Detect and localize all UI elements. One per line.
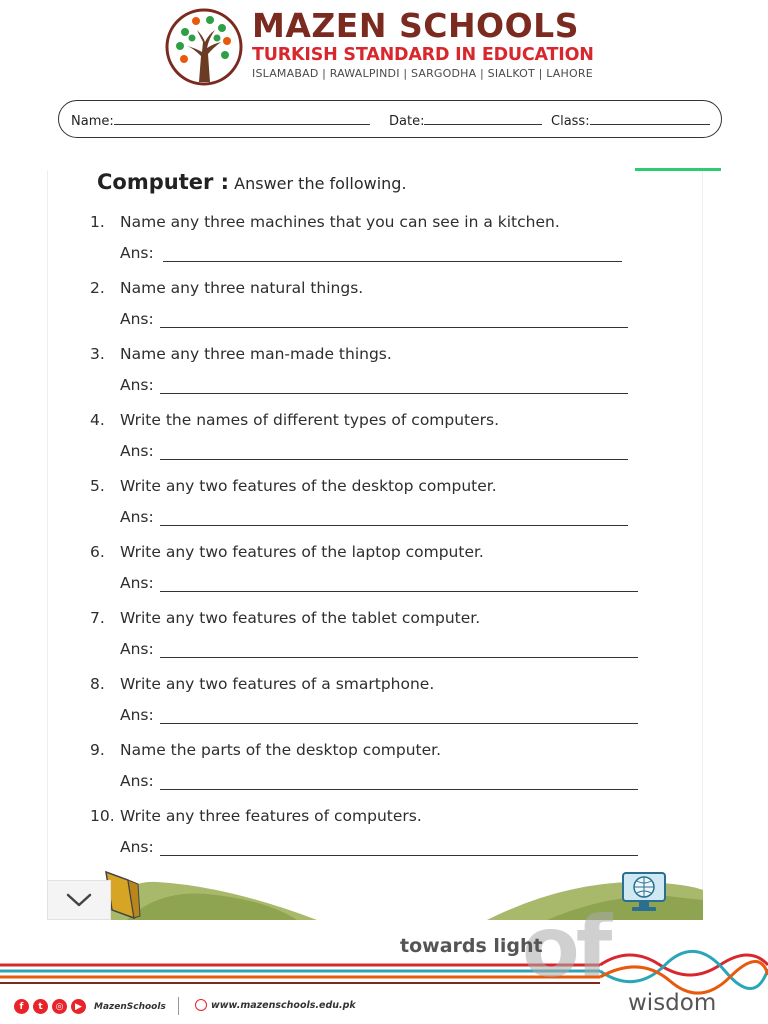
name-blank-line	[114, 113, 370, 125]
question-text: Write any two features of the laptop computer.	[120, 543, 484, 561]
question-item	[90, 477, 497, 495]
class-blank-line	[590, 113, 710, 125]
question-item	[90, 279, 363, 297]
class-field[interactable]	[551, 113, 710, 129]
date-field[interactable]	[389, 113, 542, 129]
question-number: 2.	[90, 279, 105, 297]
school-logo-icon	[163, 8, 245, 86]
brand-block	[252, 8, 594, 82]
answer-blank-line[interactable]	[160, 591, 638, 592]
question-number: 8.	[90, 675, 105, 693]
social-links	[14, 999, 166, 1014]
twitter-icon[interactable]: t	[33, 999, 48, 1014]
question-item	[90, 807, 422, 825]
question-number: 10.	[90, 807, 115, 825]
answer-label: Ans:	[120, 772, 154, 790]
answer-label: Ans:	[120, 706, 154, 724]
answer-blank-line[interactable]	[160, 459, 628, 460]
question-text: Name any three machines that you can see in a kitchen.	[120, 213, 560, 231]
answer-label: Ans:	[120, 574, 154, 592]
answer-label: Ans:	[120, 310, 154, 328]
date-blank-line	[424, 113, 542, 125]
answer-label: Ans:	[120, 508, 154, 526]
answer-label: Ans:	[120, 244, 154, 262]
answer-blank-line[interactable]	[160, 789, 638, 790]
question-number: 3.	[90, 345, 105, 363]
chevron-down-icon	[66, 893, 92, 907]
question-number: 1.	[90, 213, 105, 231]
question-text: Name any three man-made things.	[120, 345, 392, 363]
tagline-of: of	[522, 898, 609, 996]
green-accent-bar	[635, 168, 721, 171]
question-item	[90, 741, 441, 759]
answer-label: Ans:	[120, 640, 154, 658]
answer-label: Ans:	[120, 442, 154, 460]
question-text: Write the names of different types of computers.	[120, 411, 500, 429]
answer-blank-line[interactable]	[163, 261, 622, 262]
question-item	[90, 411, 499, 429]
date-label: Date:	[389, 114, 425, 129]
worksheet-title	[97, 170, 407, 194]
question-text: Write any three features of computers.	[120, 807, 422, 825]
collapse-button[interactable]	[47, 880, 111, 920]
name-label: Name:	[71, 114, 114, 129]
question-text: Name any three natural things.	[120, 279, 364, 297]
name-field[interactable]	[71, 113, 370, 129]
question-number: 5.	[90, 477, 105, 495]
answer-label: Ans:	[120, 838, 154, 856]
instagram-icon[interactable]: ◎	[52, 999, 67, 1014]
question-item	[90, 213, 560, 231]
question-number: 9.	[90, 741, 105, 759]
tagline-wisdom: wisdom	[628, 990, 717, 1016]
class-label: Class:	[551, 114, 590, 129]
question-item	[90, 543, 484, 561]
question-text: Name the parts of the desktop computer.	[120, 741, 442, 759]
answer-blank-line[interactable]	[160, 855, 638, 856]
answer-blank-line[interactable]	[160, 525, 628, 526]
answer-blank-line[interactable]	[160, 657, 638, 658]
facebook-icon[interactable]: f	[14, 999, 29, 1014]
question-number: 6.	[90, 543, 105, 561]
question-text: Write any two features of a smartphone.	[120, 675, 435, 693]
brand-subtitle: TURKISH STANDARD IN EDUCATION	[252, 45, 594, 65]
question-number: 7.	[90, 609, 105, 627]
social-handle[interactable]: MazenSchools	[94, 1001, 166, 1012]
computer-globe-icon	[620, 870, 668, 914]
footer-divider	[178, 997, 179, 1015]
website-link[interactable]	[195, 999, 356, 1011]
brand-cities: ISLAMABAD | RAWALPINDI | SARGODHA | SIALKOT | LAHORE	[252, 67, 593, 80]
answer-blank-line[interactable]	[160, 723, 638, 724]
globe-icon	[195, 999, 207, 1011]
question-number: 4.	[90, 411, 105, 429]
answer-blank-line[interactable]	[160, 393, 628, 394]
answer-blank-line[interactable]	[160, 327, 628, 328]
question-item	[90, 609, 480, 627]
website-url[interactable]: www.mazenschools.edu.pk	[211, 999, 356, 1011]
question-item	[90, 675, 434, 693]
question-text: Write any two features of the tablet computer.	[120, 609, 481, 627]
subject-label: Computer :	[97, 170, 230, 194]
question-item	[90, 345, 392, 363]
question-text: Write any two features of the desktop computer.	[120, 477, 497, 495]
student-info-box	[58, 100, 722, 138]
youtube-icon[interactable]: ▶	[71, 999, 86, 1014]
instruction-label: Answer the following.	[234, 174, 407, 193]
answer-label: Ans:	[120, 376, 154, 394]
brand-title: MAZEN SCHOOLS	[252, 6, 579, 45]
tagline-towards-light: towards light	[400, 935, 543, 957]
